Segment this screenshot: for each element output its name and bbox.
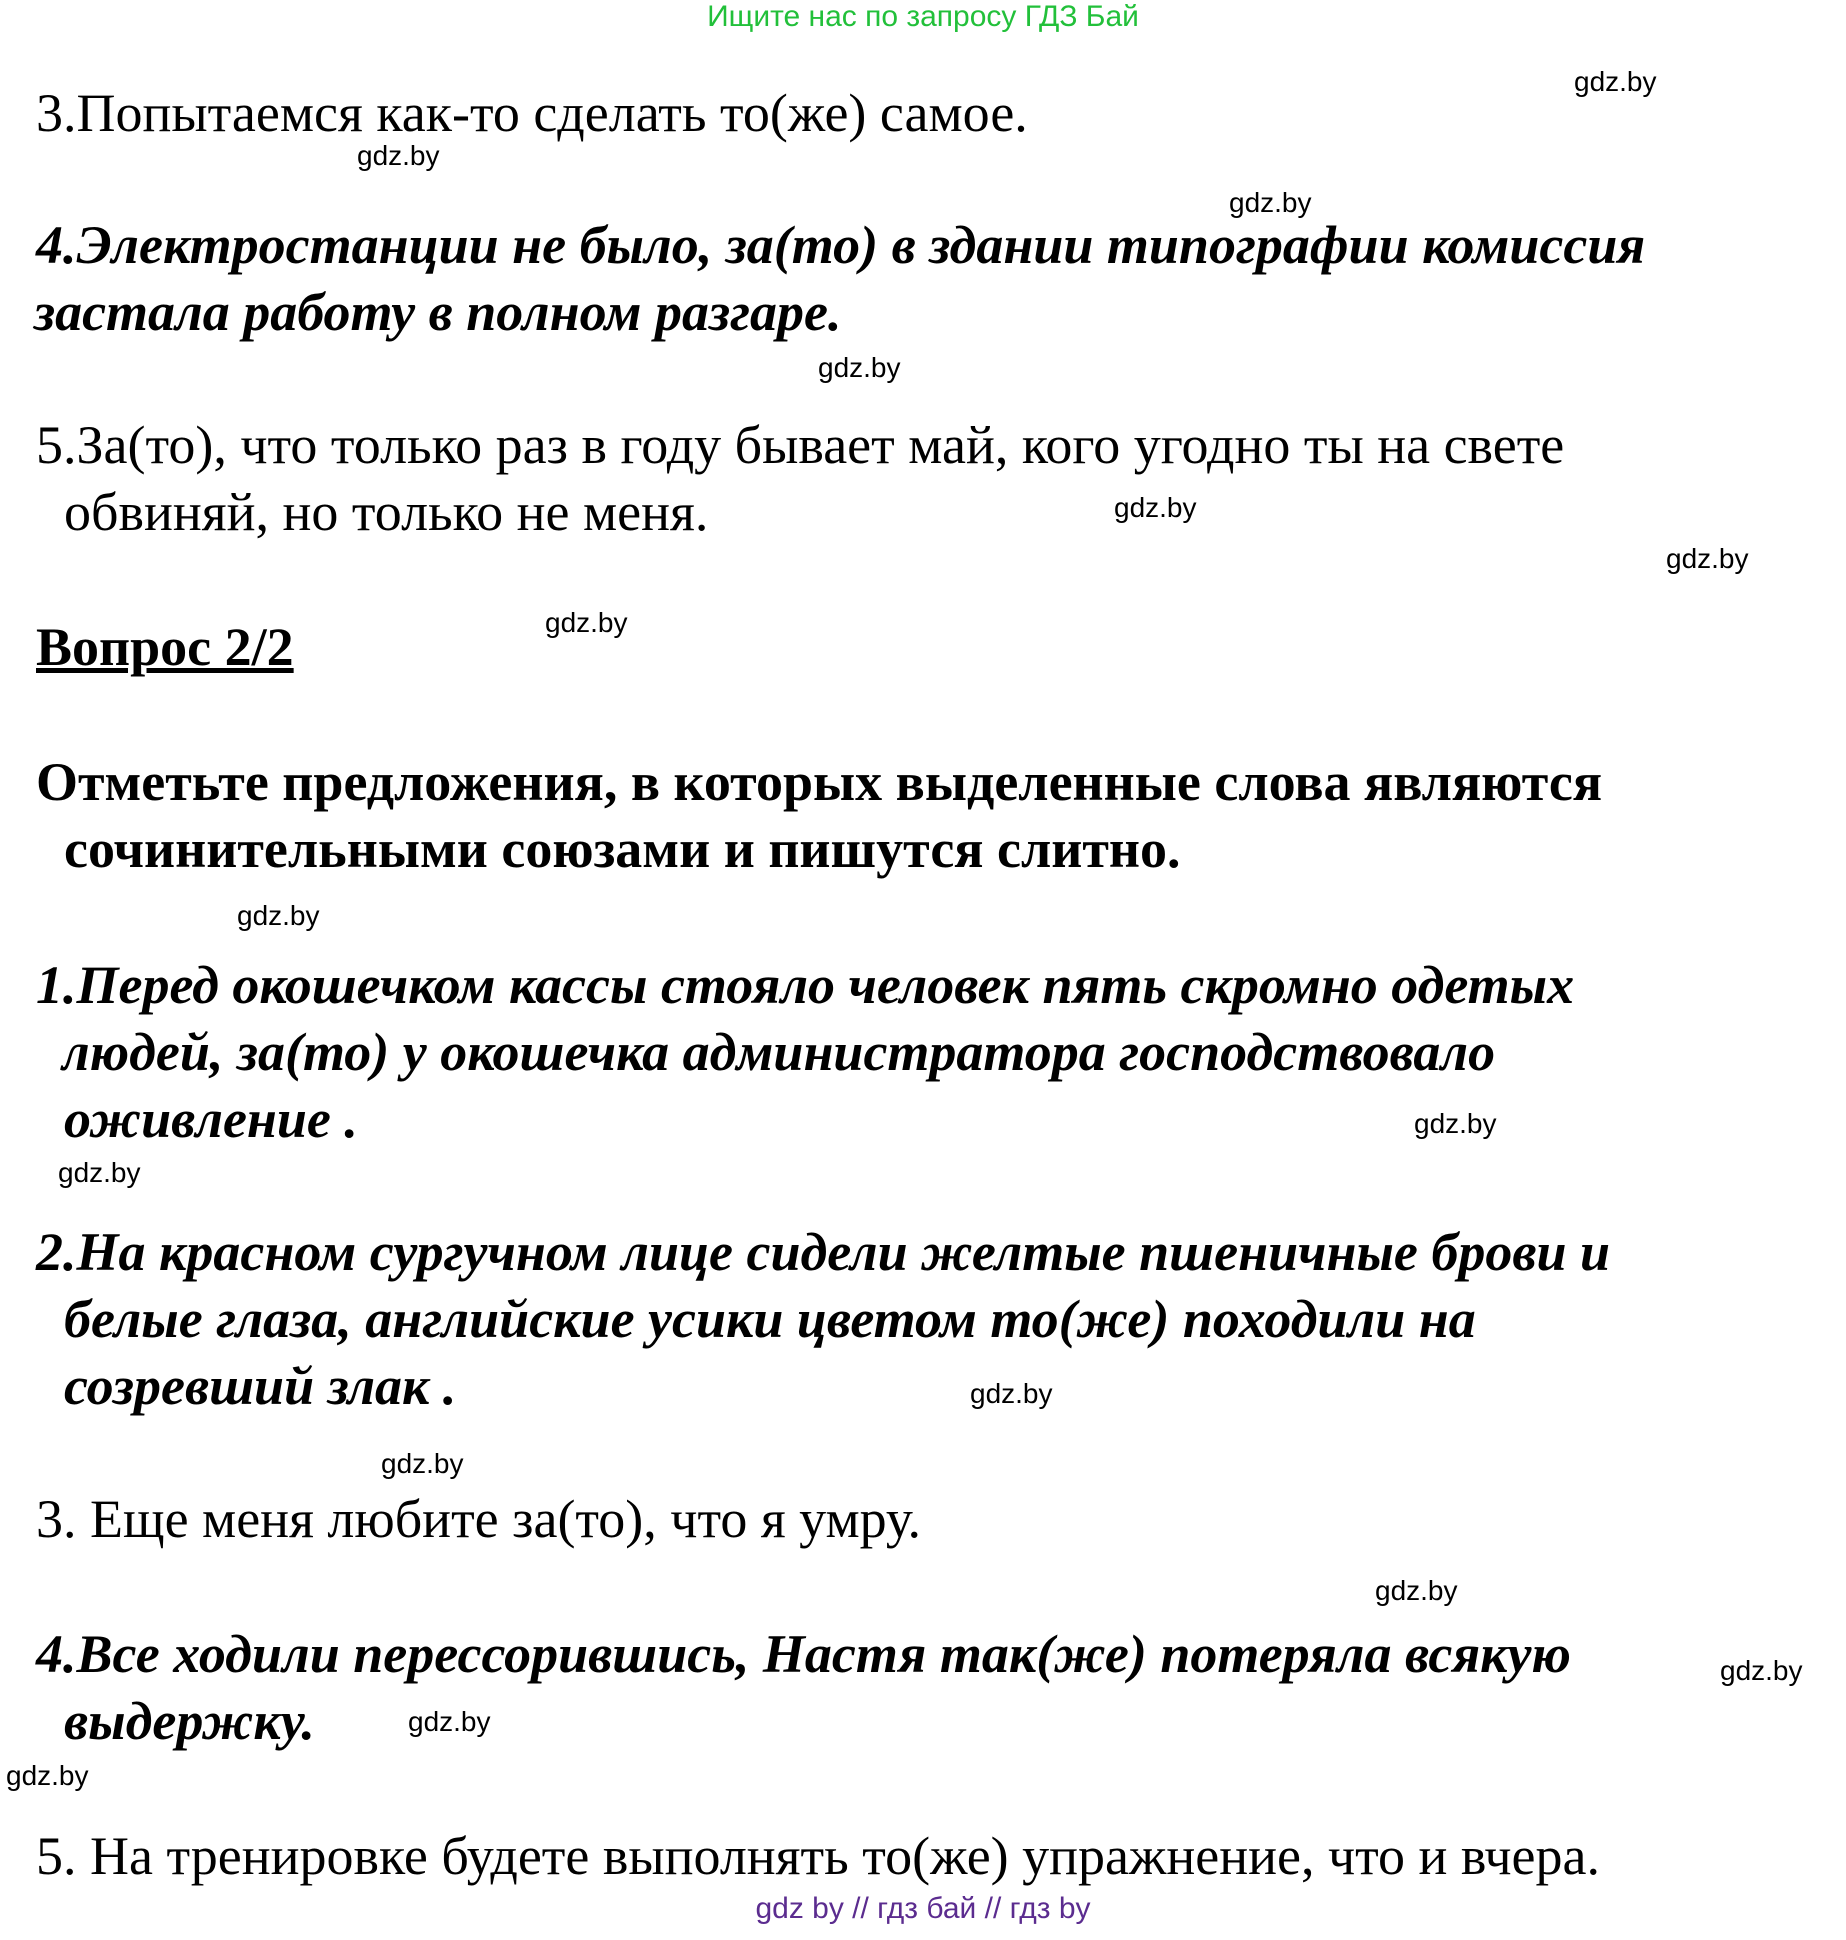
answer-2-line2: белые глаза, английские усики цветом то(же) походили на [64, 1289, 1476, 1349]
watermark: gdz.by [408, 1706, 491, 1737]
answer-4-line2: выдержку. [64, 1691, 315, 1751]
watermark: gdz.by [1375, 1575, 1458, 1606]
watermark: gdz.by [1666, 543, 1749, 574]
header-search-link[interactable]: Ищите нас по запросу ГДЗ Бай [707, 0, 1139, 33]
watermark: gdz.by [1720, 1655, 1803, 1686]
answer-2-line3: созревший злак . [64, 1356, 457, 1416]
answer-3: 3. Еще меня любите за(то), что я умру. [36, 1489, 922, 1549]
question-prompt-line1: Отметьте предложения, в которых выделенные слова являются [36, 752, 1603, 812]
answer-1-line1: 1.Перед окошечком кассы стояло человек пять скромно одетых [36, 955, 1575, 1015]
answer-1-line2: людей, за(то) у окошечка администратора господствовало [62, 1022, 1496, 1082]
watermark: gdz.by [1229, 187, 1312, 218]
answer-1-line3: оживление . [64, 1089, 358, 1149]
question-heading: Вопрос 2/2 [36, 617, 294, 677]
watermark: gdz.by [58, 1157, 141, 1188]
watermark: gdz.by [970, 1378, 1053, 1409]
watermark: gdz.by [545, 607, 628, 638]
answer-2-line1: 2.На красном сургучном лице сидели желтые пшеничные брови и [36, 1222, 1611, 1282]
watermark: gdz.by [6, 1760, 89, 1791]
watermark: gdz.by [237, 900, 320, 931]
question-prompt-line2: сочинительными союзами и пишутся слитно. [64, 819, 1181, 879]
watermark: gdz.by [1414, 1108, 1497, 1139]
sentence-5-line2: обвиняй, но только не меня. [64, 482, 709, 542]
sentence-4-highlighted-line1: 4.Электростанции не было, за(то) в здании типографии комиссия [36, 215, 1646, 275]
watermark: gdz.by [381, 1448, 464, 1479]
watermark: gdz.by [357, 140, 440, 171]
watermark: gdz.by [1574, 66, 1657, 97]
watermark: gdz.by [818, 352, 901, 383]
watermark: gdz.by [1114, 492, 1197, 523]
answer-4-line1: 4.Все ходили перессорившись, Настя так(же) потеряла всякую [36, 1624, 1571, 1684]
sentence-3-normal: 3.Попытаемся как-то сделать то(же) самое. [36, 83, 1028, 143]
sentence-5-line1: 5.За(то), что только раз в году бывает май, кого угодно ты на свете [36, 415, 1565, 475]
sentence-4-highlighted-line2: застала работу в полном разгаре. [34, 282, 842, 342]
answer-5: 5. На тренировке будете выполнять то(же) упражнение, что и вчера. [36, 1826, 1600, 1886]
footer-links[interactable]: gdz by // гдз бай // гдз by [755, 1892, 1091, 1925]
